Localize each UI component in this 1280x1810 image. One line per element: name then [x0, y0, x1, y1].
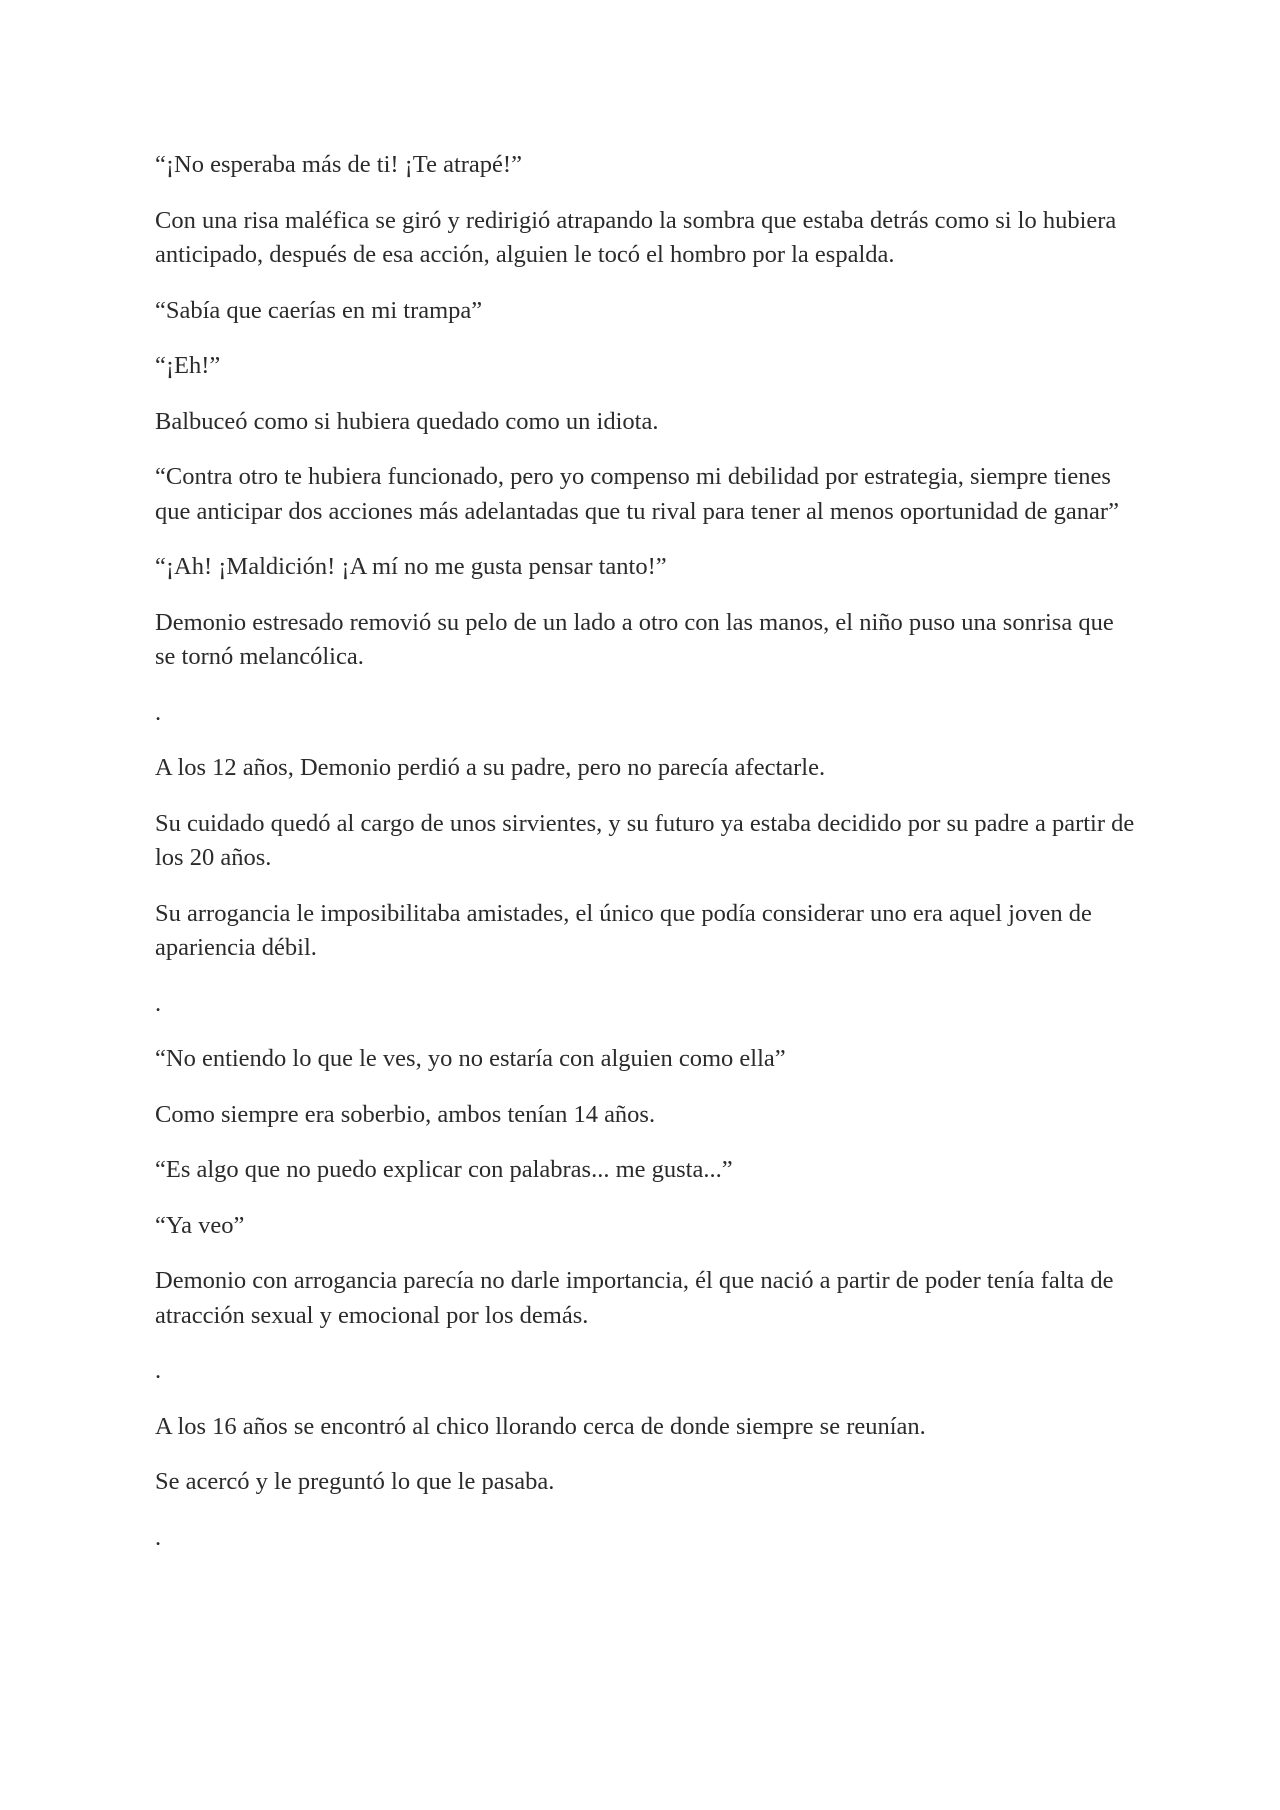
paragraph: A los 12 años, Demonio perdió a su padre, pero no parecía afectarle. [155, 754, 826, 781]
paragraph: Con una risa maléfica se giró y redirigió atrapando la sombra que estaba detrás como si lo hubiera anticipado, después de esa acción, alguien le tocó el hombro por la espalda. [155, 206, 1117, 268]
section-separator: . [155, 1523, 162, 1551]
section-separator: . [155, 989, 162, 1017]
paragraph: “¡Eh!” [155, 352, 221, 379]
paragraph: “No entiendo lo que le ves, yo no estaría con alguien como ella” [155, 1045, 786, 1072]
paragraph: “Es algo que no puedo explicar con palabras... me gusta...” [155, 1156, 733, 1183]
paragraph: “Ya veo” [155, 1211, 245, 1239]
paragraph: Como siempre era soberbio, ambos tenían 14 años. [155, 1100, 656, 1128]
paragraph: Demonio con arrogancia parecía no darle importancia, él que nació a partir de poder tenía falta de atracción sexual y emocional por los demás. [155, 1267, 1114, 1329]
paragraph: “¡Ah! ¡Maldición! ¡A mí no me gusta pensar tanto!” [155, 553, 667, 580]
section-separator: . [155, 1357, 162, 1384]
paragraph: Se acercó y le preguntó lo que le pasaba. [155, 1468, 555, 1495]
paragraph: Su cuidado quedó al cargo de unos sirvientes, y su futuro ya estaba decidido por su padre a partir de los 20 años. [155, 809, 1135, 871]
document-body [155, 148, 1135, 1576]
paragraph: Balbuceó como si hubiera quedado como un idiota. [155, 407, 659, 435]
paragraph: Su arrogancia le imposibilitaba amistades, el único que podía considerar uno era aquel joven de apariencia débil. [155, 899, 1092, 961]
paragraph: “Sabía que caerías en mi trampa” [155, 296, 483, 324]
paragraph: Demonio estresado removió su pelo de un lado a otro con las manos, el niño puso una sonrisa que se tornó melancólica. [155, 608, 1114, 670]
paragraph: “Contra otro te hubiera funcionado, pero yo compenso mi debilidad por estrategia, siempre tienes que anticipar dos acciones más adelantadas que tu rival para tener al menos oportunidad de ganar” [155, 463, 1119, 525]
section-separator: . [155, 698, 162, 726]
paragraph: “¡No esperaba más de ti! ¡Te atrapé!” [155, 151, 522, 178]
paragraph: A los 16 años se encontró al chico llorando cerca de donde siempre se reunían. [155, 1412, 926, 1440]
